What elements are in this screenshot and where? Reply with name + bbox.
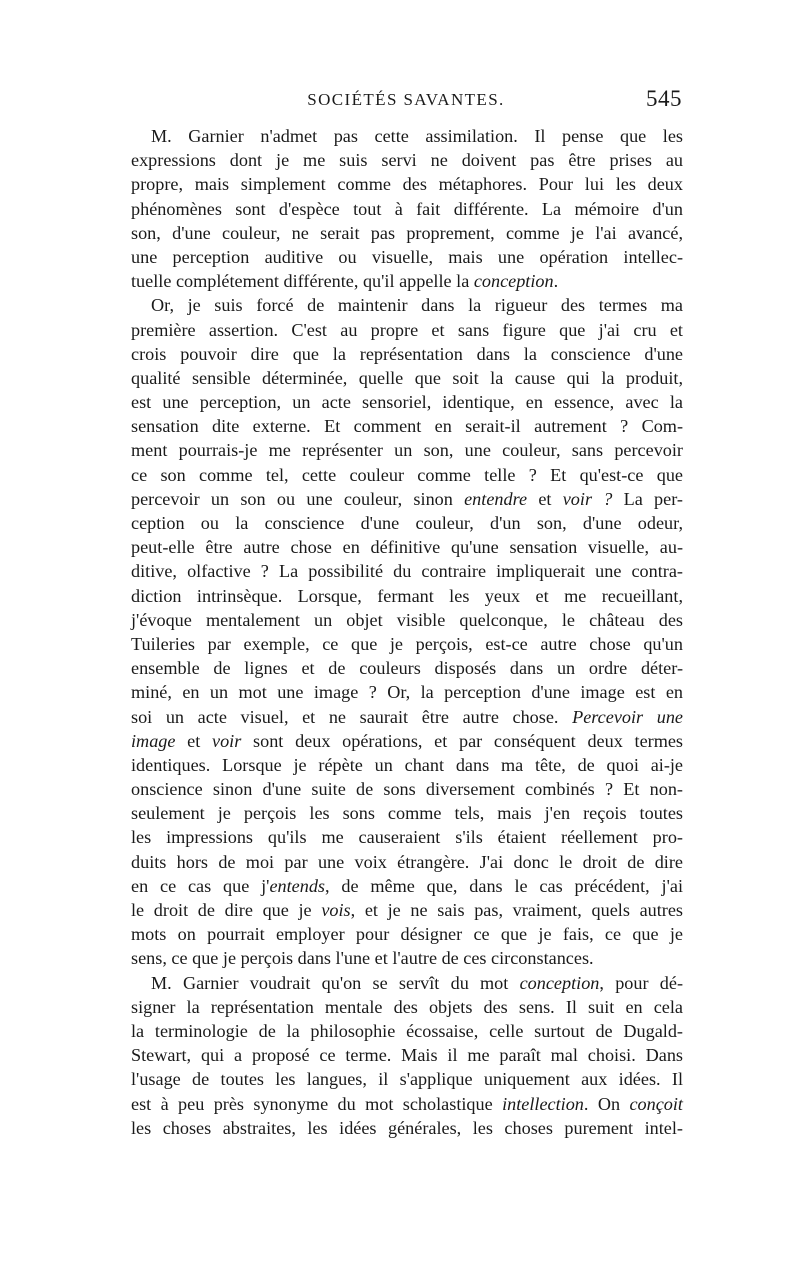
text-run: duits hors de moi par une voix étrangère. J'ai donc le droit de dire bbox=[131, 851, 683, 872]
text-line bbox=[131, 801, 683, 825]
italic-term: Percevoir une bbox=[572, 706, 683, 727]
text-line bbox=[131, 656, 683, 680]
text-run: en ce cas que j' bbox=[131, 875, 270, 896]
text-line bbox=[131, 825, 683, 849]
text-run: sens, ce que je perçois dans l'une et l'autre de ces circonstances. bbox=[131, 948, 594, 969]
text-line bbox=[131, 511, 683, 535]
italic-term: conception bbox=[519, 972, 600, 993]
text-run: percevoir un son ou une couleur, sinon bbox=[131, 488, 465, 509]
italic-term: voir bbox=[212, 730, 242, 751]
text-line bbox=[131, 269, 683, 293]
text-run: miné, en un mot une image ? Or, la perception d'une image est en bbox=[131, 682, 683, 703]
text-run: une perception auditive ou visuelle, mais une opération intellec- bbox=[131, 246, 683, 267]
text-line bbox=[131, 293, 683, 317]
text-line bbox=[131, 148, 683, 172]
text-line bbox=[131, 850, 683, 874]
text-line bbox=[131, 608, 683, 632]
text-line bbox=[131, 1019, 683, 1043]
text-line bbox=[131, 777, 683, 801]
text-run: ditive, olfactive ? La possibilité du contraire impliquerait une contra- bbox=[131, 561, 683, 582]
text-line bbox=[131, 632, 683, 656]
italic-term: conception bbox=[473, 271, 554, 292]
text-line bbox=[131, 535, 683, 559]
text-run: la terminologie de la philosophie écossaise, celle surtout de Dugald- bbox=[131, 1020, 683, 1041]
text-run: peut-elle être autre chose en définitive qu'une sensation visuelle, au- bbox=[131, 537, 683, 558]
text-line bbox=[131, 584, 683, 608]
text-run: crois pouvoir dire que la représentation dans la conscience d'une bbox=[131, 343, 683, 364]
text-line bbox=[131, 729, 683, 753]
italic-term: vois bbox=[321, 900, 351, 920]
text-run: ce son comme tel, cette couleur comme telle ? Et qu'est-ce que bbox=[131, 464, 683, 485]
text-run: première assertion. C'est au propre et sans figure que j'ai cru et bbox=[131, 319, 683, 340]
text-run: sont deux opérations, et par conséquent deux termes bbox=[241, 730, 683, 751]
text-line bbox=[131, 390, 683, 414]
text-line bbox=[131, 946, 683, 970]
text-line bbox=[131, 559, 683, 583]
italic-term: entends bbox=[269, 875, 326, 896]
text-run: M. Garnier n'admet pas cette assimilation. Il pense que les bbox=[151, 126, 683, 146]
body-text bbox=[131, 124, 683, 1140]
text-line bbox=[131, 874, 683, 898]
page-number: 545 bbox=[646, 86, 682, 111]
text-run: tuelle complétement différente, qu'il appelle la bbox=[131, 271, 474, 292]
text-run: , et je ne sais pas, vraiment, quels autres bbox=[350, 900, 683, 920]
text-run: l'usage de toutes les langues, il s'applique uniquement aux idées. Il bbox=[131, 1069, 683, 1090]
text-run: les impressions qu'ils me causeraient s'ils étaient réellement pro- bbox=[131, 827, 683, 848]
text-run: signer la représentation mentale des objets des sens. Il suit en cela bbox=[131, 996, 683, 1017]
text-line bbox=[131, 1116, 683, 1140]
text-run: diction intrinsèque. Lorsque, fermant les yeux et me recueillant, bbox=[131, 585, 683, 606]
text-run: mots on pourrait employer pour désigner ce que je fais, ce que je bbox=[131, 924, 683, 945]
text-run: et bbox=[175, 730, 213, 751]
text-line bbox=[131, 414, 683, 438]
running-head bbox=[130, 86, 682, 120]
text-run: identiques. Lorsque je répète un chant dans ma tête, de quoi ai-je bbox=[131, 754, 683, 775]
text-run: . bbox=[553, 271, 559, 292]
text-run: phénomènes sont d'espèce tout à fait différente. La mémoire d'un bbox=[131, 198, 683, 219]
text-run: son, d'une couleur, ne serait pas proprement, comme je l'ai avancé, bbox=[131, 222, 683, 243]
text-run: onscience sinon d'une suite de sons diversement combinés ? Et non- bbox=[131, 779, 683, 800]
text-line bbox=[131, 705, 683, 729]
text-run: j'évoque mentalement un objet visible quelconque, le château des bbox=[131, 609, 683, 630]
italic-term: entendre bbox=[464, 488, 528, 509]
text-line bbox=[131, 124, 683, 148]
italic-term: image bbox=[131, 730, 176, 751]
text-line bbox=[131, 318, 683, 342]
text-line bbox=[131, 898, 683, 922]
text-run: La per- bbox=[612, 488, 683, 509]
text-run: propre, mais simplement comme des métaphores. Pour lui les deux bbox=[131, 174, 683, 195]
text-line bbox=[131, 971, 683, 995]
text-run: ment pourrais-je me représenter un son, une couleur, sans percevoir bbox=[131, 440, 683, 461]
text-line bbox=[131, 172, 683, 196]
text-line bbox=[131, 922, 683, 946]
text-run: ception ou la conscience d'une couleur, d'un son, d'une odeur, bbox=[131, 513, 683, 533]
text-run: M. Garnier voudrait qu'on se servît du mot bbox=[151, 972, 520, 993]
running-title: SOCIÉTÉS SAVANTES. bbox=[307, 90, 505, 109]
text-run: . On bbox=[583, 1093, 630, 1114]
text-line bbox=[131, 342, 683, 366]
text-line bbox=[131, 366, 683, 390]
text-run: Or, je suis forcé de maintenir dans la rigueur des termes ma bbox=[151, 295, 683, 316]
text-run: ensemble de lignes et de couleurs disposés dans un ordre déter- bbox=[131, 658, 683, 679]
text-run: seulement je perçois les sons comme tels, mais j'en reçois toutes bbox=[131, 803, 683, 824]
text-line bbox=[131, 197, 683, 221]
text-run: et bbox=[527, 488, 563, 509]
text-line bbox=[131, 753, 683, 777]
text-run: Stewart, qui a proposé ce terme. Mais il me paraît mal choisi. Dans bbox=[131, 1045, 683, 1066]
italic-term: conçoit bbox=[629, 1093, 683, 1114]
text-run: qualité sensible déterminée, quelle que soit la cause qui la produit, bbox=[131, 367, 683, 388]
text-run: est à peu près synonyme du mot scholastique bbox=[131, 1093, 503, 1114]
text-run: est une perception, un acte sensoriel, identique, en essence, avec la bbox=[131, 392, 683, 413]
text-line bbox=[131, 1092, 683, 1116]
text-run: le droit de dire que je bbox=[131, 900, 322, 920]
text-run: les choses abstraites, les idées générales, les choses purement intel- bbox=[131, 1117, 683, 1138]
text-line bbox=[131, 1067, 683, 1091]
text-line bbox=[131, 438, 683, 462]
text-run: , pour dé- bbox=[599, 972, 684, 993]
text-run: Tuileries par exemple, ce que je perçois, est-ce autre chose qu'un bbox=[131, 633, 683, 654]
italic-term: intellection bbox=[502, 1093, 584, 1114]
italic-term: voir ? bbox=[562, 488, 613, 509]
text-line bbox=[131, 1043, 683, 1067]
text-line bbox=[131, 995, 683, 1019]
text-line bbox=[131, 221, 683, 245]
text-line bbox=[131, 463, 683, 487]
text-run: sensation dite externe. Et comment en serait-il autrement ? Com- bbox=[131, 416, 683, 437]
text-line bbox=[131, 487, 683, 511]
text-run: soi un acte visuel, et ne saurait être autre chose. bbox=[131, 706, 573, 727]
text-line bbox=[131, 680, 683, 704]
text-run: expressions dont je me suis servi ne doivent pas être prises au bbox=[131, 150, 683, 171]
text-run: , de même que, dans le cas précédent, j'ai bbox=[325, 875, 683, 896]
text-line bbox=[131, 245, 683, 269]
